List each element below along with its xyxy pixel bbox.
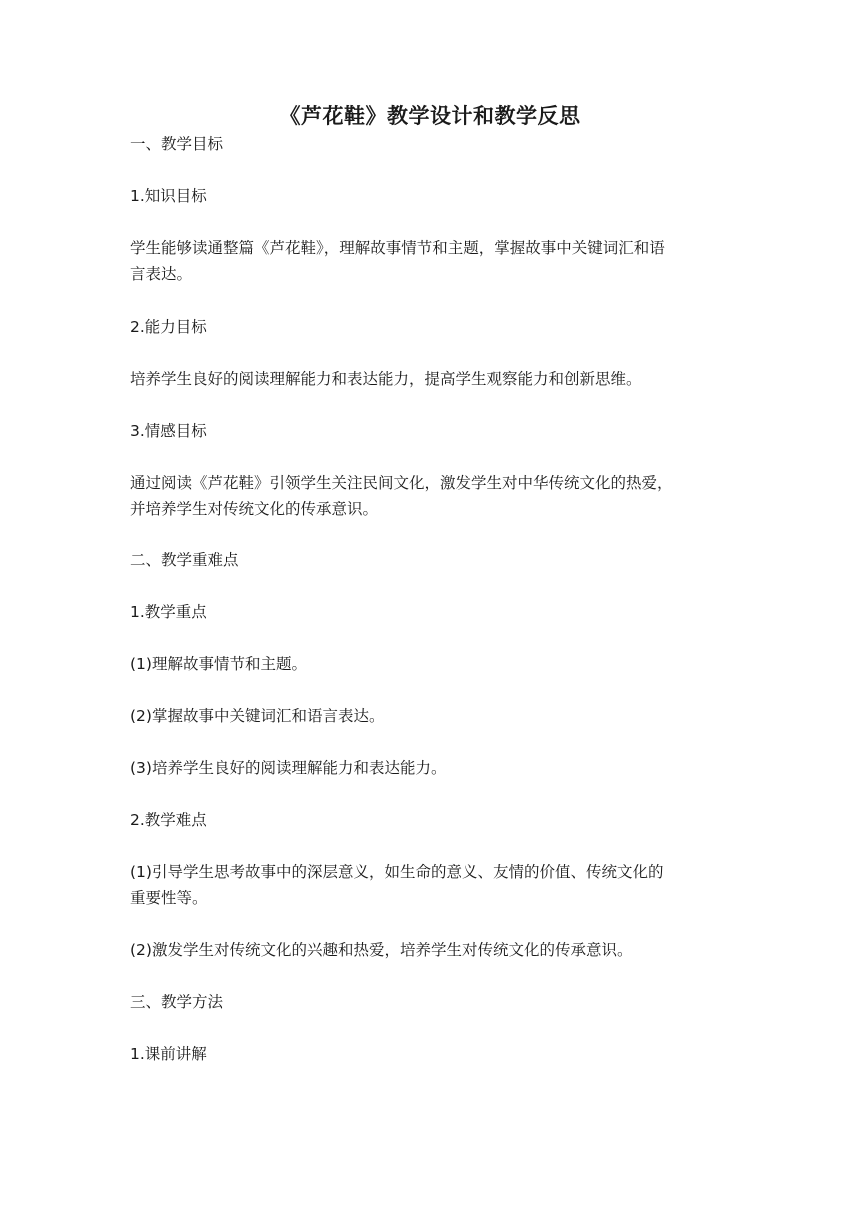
paragraph-knowledge-objective (130, 235, 735, 287)
subheading-ability-objective: 2.能力目标 (130, 318, 207, 336)
subheading-pre-class-explanation: 1.课前讲解 (130, 1045, 207, 1063)
subheading-teaching-focus: 1.教学重点 (130, 603, 207, 621)
paragraph-ability-objective: 培养学生良好的阅读理解能力和表达能力，提高学生观察能力和创新思维。 (130, 370, 642, 388)
paragraph-line: (1)引导学生思考故事中的深层意义，如生命的意义、友情的价值、传统文化的 (130, 863, 664, 881)
list-item-focus-3: (3)培养学生良好的阅读理解能力和表达能力。 (130, 759, 447, 777)
list-item-difficulty-1 (130, 859, 735, 911)
paragraph-line: 重要性等。 (130, 889, 208, 907)
list-item-difficulty-2: (2)激发学生对传统文化的兴趣和热爱，培养学生对传统文化的传承意识。 (130, 941, 633, 959)
list-item-focus-1: (1)理解故事情节和主题。 (130, 655, 307, 673)
paragraph-line: 言表达。 (130, 265, 193, 283)
paragraph-line: 通过阅读《芦花鞋》引领学生关注民间文化，激发学生对中华传统文化的热爱， (130, 474, 673, 492)
document-title: 《芦花鞋》教学设计和教学反思 (279, 104, 581, 128)
paragraph-emotional-objective (130, 470, 735, 522)
section-heading-key-difficult-points: 二、教学重难点 (130, 551, 239, 569)
paragraph-line: 并培养学生对传统文化的传承意识。 (130, 500, 379, 518)
section-heading-teaching-objectives: 一、教学目标 (130, 135, 224, 153)
paragraph-line: 学生能够读通整篇《芦花鞋》，理解故事情节和主题，掌握故事中关键词汇和语 (130, 239, 665, 257)
subheading-teaching-difficulty: 2.教学难点 (130, 811, 207, 829)
subheading-knowledge-objective: 1.知识目标 (130, 187, 207, 205)
subheading-emotional-objective: 3.情感目标 (130, 422, 207, 440)
section-heading-teaching-methods: 三、教学方法 (130, 993, 224, 1011)
list-item-focus-2: (2)掌握故事中关键词汇和语言表达。 (130, 707, 385, 725)
